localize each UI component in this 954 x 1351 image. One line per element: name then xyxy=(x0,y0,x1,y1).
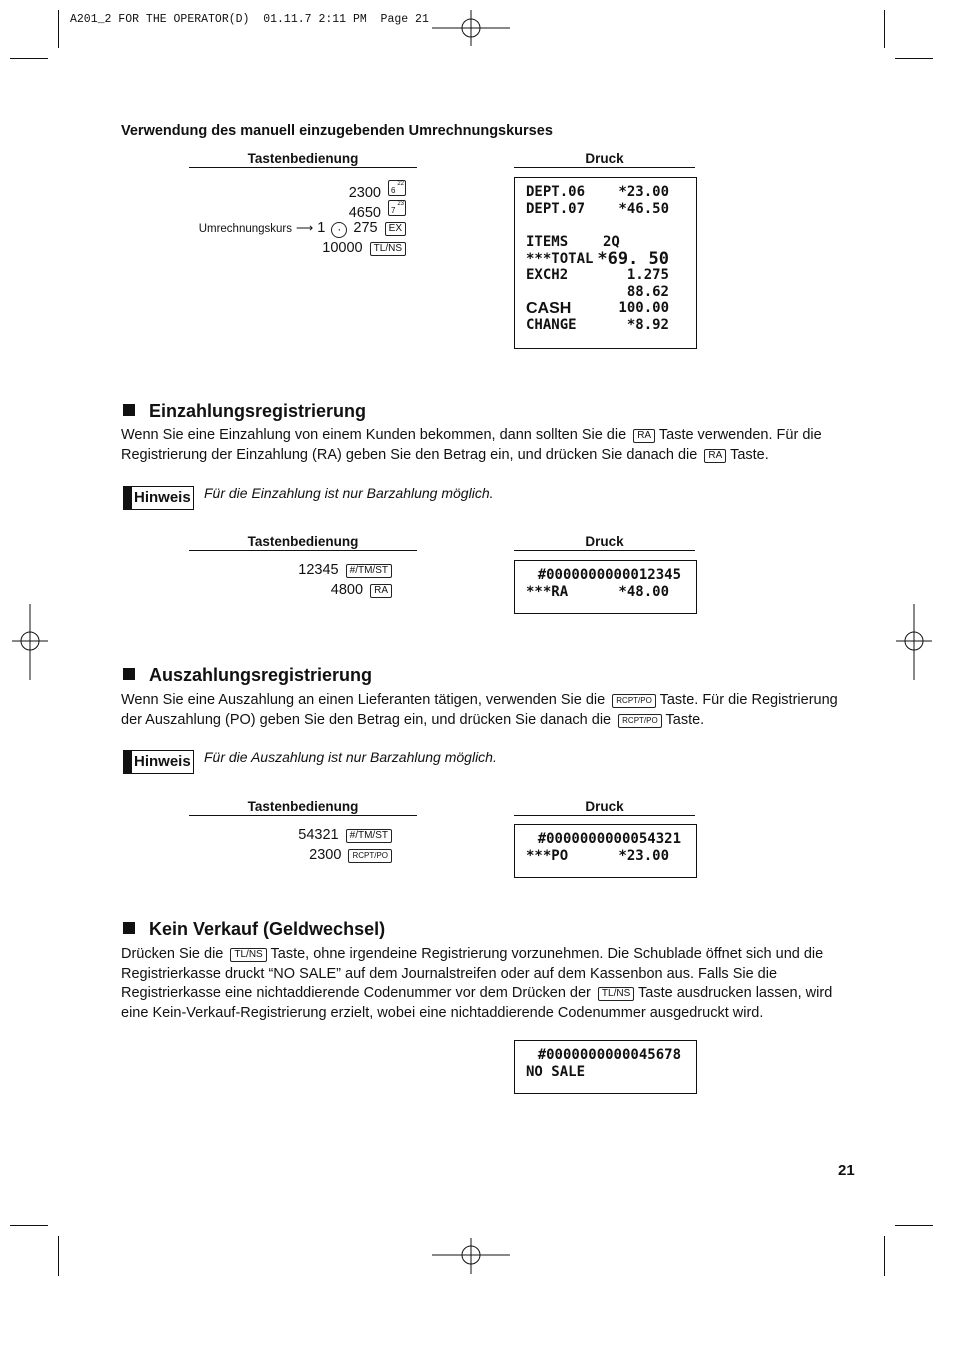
column-header-keys: Tastenbedienung xyxy=(189,799,417,816)
column-header-print: Druck xyxy=(514,534,695,551)
arrow-icon: ⟶ xyxy=(296,221,314,235)
receipt-print xyxy=(514,1040,697,1094)
key-sequence xyxy=(180,180,406,258)
receipt-line: EXCH2 1.275 xyxy=(526,267,669,283)
tl-ns-key[interactable]: TL/NS xyxy=(370,242,406,256)
section-subtitle: Verwendung des manuell einzugebenden Umrechnungskurses xyxy=(121,123,553,139)
section-heading-ra: Einzahlungsregistrierung xyxy=(123,401,366,422)
crop-mark xyxy=(895,58,933,59)
key-line: 4800 RA xyxy=(180,581,392,601)
crop-mark xyxy=(10,1225,48,1226)
receipt-line: DEPT.07 *46.50 xyxy=(526,201,669,217)
registration-mark-bottom xyxy=(430,1236,512,1276)
crop-mark xyxy=(58,1236,59,1276)
receipt-line: ***RA *48.00 xyxy=(526,584,669,600)
receipt-line: CASH 100.00 xyxy=(526,300,669,317)
dept-key-6[interactable]: 6 22 xyxy=(388,180,406,196)
registration-mark-top xyxy=(430,8,512,48)
dept-key-7[interactable]: 7 23 xyxy=(388,200,406,216)
paragraph-ra: Wenn Sie eine Einzahlung von einem Kunden bekommen, dann sollten Sie die RA Taste verwenden. Für die Registrierung der Einzahlung (RA) geben Sie den Betrag ein, und drücken Sie danach die RA Taste. xyxy=(121,427,822,463)
receipt-print xyxy=(514,560,697,614)
receipt-print: DEPT.06 *23.00 DEPT.07 *46.50 ITEMS 2Q ***TOTAL *69. 50 EXCH2 1.275 88.62 CASH 100.00 CHANGE *8.92 xyxy=(514,177,697,349)
key-line: 2300 6 22 xyxy=(348,181,404,201)
crop-mark xyxy=(10,58,48,59)
decimal-point-key[interactable]: · xyxy=(331,222,347,238)
page-number: 21 xyxy=(838,1162,855,1179)
registration-mark-right xyxy=(894,602,934,682)
section-heading-po: Auszahlungsregistrierung xyxy=(123,665,372,686)
column-header-keys: Tastenbedienung xyxy=(189,534,417,551)
print-slug: A201_2 FOR THE OPERATOR(D) 01.11.7 2:11 PM Page 21 xyxy=(70,13,429,26)
key-line: 12345 #/TM/ST xyxy=(180,561,392,581)
square-bullet-icon xyxy=(123,922,135,934)
ra-key[interactable]: RA xyxy=(633,429,655,443)
receipt-line: CHANGE *8.92 xyxy=(526,317,669,333)
crop-mark xyxy=(884,1236,885,1276)
section-heading-nosale: Kein Verkauf (Geldwechsel) xyxy=(123,919,385,940)
tm-st-key[interactable]: #/TM/ST xyxy=(346,829,392,843)
note-text: Für die Auszahlung ist nur Barzahlung möglich. xyxy=(204,749,497,765)
ra-key[interactable]: RA xyxy=(704,449,726,463)
note-badge: Hinweis xyxy=(123,486,194,510)
key-line: 54321 #/TM/ST xyxy=(180,826,392,846)
ra-key[interactable]: RA xyxy=(370,584,392,598)
key-line: Umrechnungskurs ⟶ 1 · 275 EX xyxy=(180,219,406,239)
key-line: 4650 7 23 xyxy=(348,200,404,221)
rcpt-po-key[interactable]: RCPT/PO xyxy=(618,714,662,728)
note-text: Für die Einzahlung ist nur Barzahlung möglich. xyxy=(204,485,494,501)
receipt-line: ***TOTAL *69. 50 xyxy=(526,249,669,269)
receipt-line: DEPT.06 *23.00 xyxy=(526,184,669,200)
tl-ns-key[interactable]: TL/NS xyxy=(598,987,634,1001)
receipt-line: #0000000000045678 xyxy=(537,1047,681,1063)
rcpt-po-key[interactable]: RCPT/PO xyxy=(612,694,656,708)
column-header-print: Druck xyxy=(514,151,695,168)
key-line: 10000 TL/NS xyxy=(180,239,406,259)
rate-label: Umrechnungskurs xyxy=(198,223,293,235)
crop-mark xyxy=(884,10,885,48)
square-bullet-icon xyxy=(123,404,135,416)
ex-key[interactable]: EX xyxy=(385,222,406,236)
rcpt-po-key[interactable]: RCPT/PO xyxy=(348,849,392,863)
square-bullet-icon xyxy=(123,668,135,680)
note-badge: Hinweis xyxy=(123,750,194,774)
column-header-keys: Tastenbedienung xyxy=(189,151,417,168)
column-header-print: Druck xyxy=(514,799,695,816)
key-sequence xyxy=(180,826,392,865)
paragraph-po: Wenn Sie eine Auszahlung an einen Lieferanten tätigen, verwenden Sie die RCPT/PO Taste. Für die Registrierung der Auszahlung (PO) geben Sie den Betrag ein, und drücken Sie danach die RCPT/PO Taste. xyxy=(121,692,838,728)
receipt-line: ITEMS 2Q xyxy=(526,234,620,250)
key-line: 2300 RCPT/PO xyxy=(180,846,392,866)
receipt-line: #0000000000012345 xyxy=(537,567,681,583)
receipt-line: #0000000000054321 xyxy=(537,831,681,847)
crop-mark xyxy=(895,1225,933,1226)
receipt-print xyxy=(514,824,697,878)
tl-ns-key[interactable]: TL/NS xyxy=(230,948,266,962)
registration-mark-left xyxy=(10,602,50,682)
receipt-line: ***PO *23.00 xyxy=(526,848,669,864)
tm-st-key[interactable]: #/TM/ST xyxy=(346,564,392,578)
key-sequence xyxy=(180,561,392,600)
crop-mark xyxy=(58,10,59,48)
receipt-line: NO SALE xyxy=(526,1064,586,1080)
paragraph-nosale: Drücken Sie die TL/NS Taste, ohne irgendeine Registrierung vorzunehmen. Die Schublade öffnet sich und die Registrierkasse druckt “NO SALE” auf dem Journalstreifen oder auf dem Kassenbon aus. Falls Sie die Registrierkasse eine nichtaddierende Codenummer vor dem Drücken der TL/NS Taste ausdrucken lassen, wird eine Kein-Verkauf-Registrierung erzielt, wobei eine nichtaddierende Codenummer ausgedruckt wird. xyxy=(121,946,833,1021)
